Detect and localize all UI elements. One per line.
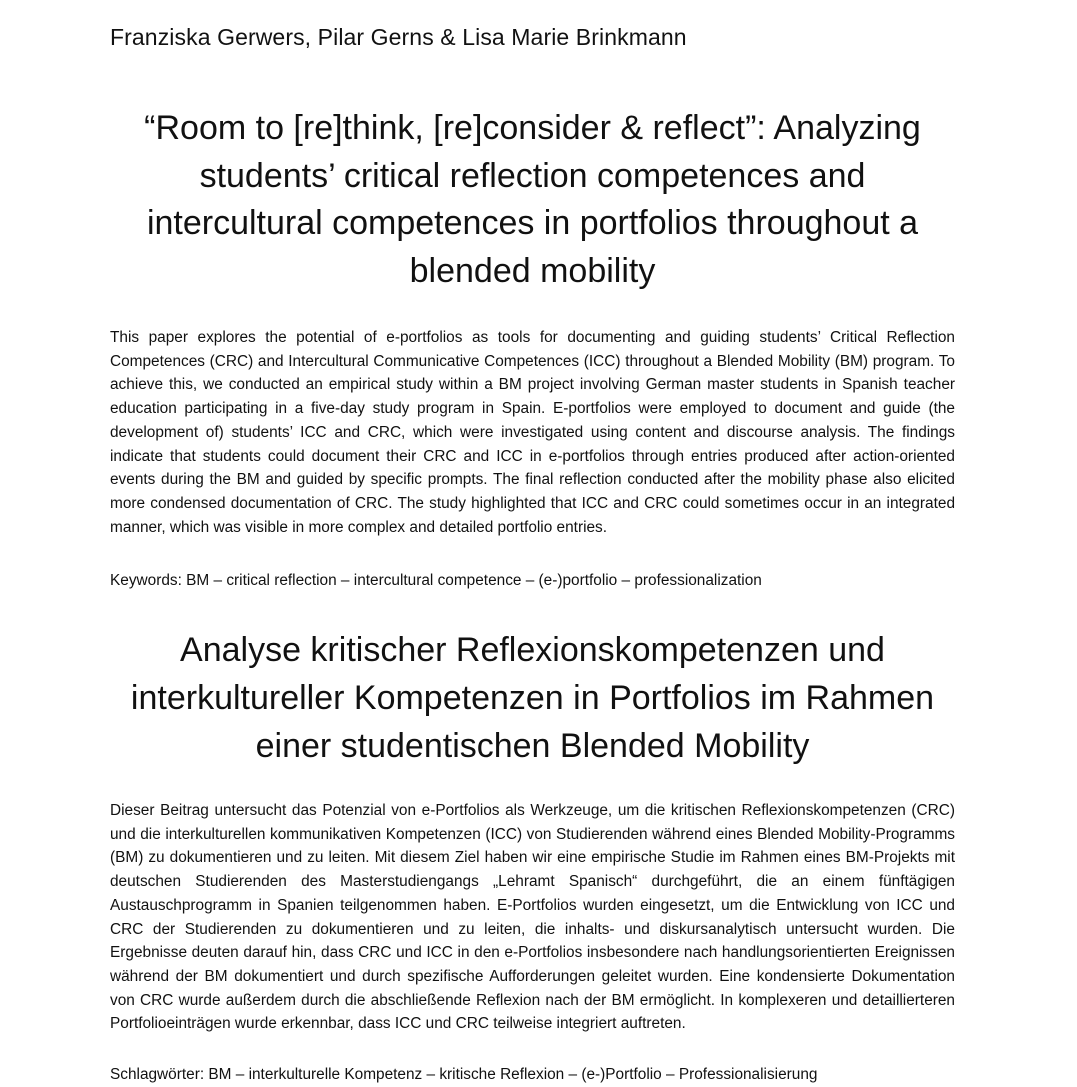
author-line: Franziska Gerwers, Pilar Gerns & Lisa Marie Brinkmann (110, 24, 687, 50)
german-title: Analyse kritischer Reflexionskompetenzen und interkultureller Kompetenzen in Portfolios im Rahmen einer studentischen Blended Mobility (130, 631, 935, 765)
german-abstract: Dieser Beitrag untersucht das Potenzial von e-Portfolios als Werkzeuge, um die kritischen Reflexionskompetenzen (CRC) und die interkulturellen kommunikativen Kompetenzen (ICC) von Studierenden während eines Blended Mobility-Programms (BM) zu dokumentieren und zu leiten. Mit diesem Ziel haben wir eine empirische Studie im Rahmen eines BM-Projekts mit deutschen Studierenden des Masterstudiengangs „Lehramt Spanisch“ durchgeführt, die an einem fünftägigen Austauschprogramm in Spanien teilgenommen haben. E-Portfolios wurden eingesetzt, um die Entwicklung von ICC und CRC der Studierenden zu dokumentieren und zu leiten, die inhalts- und diskursanalytisch untersucht wurden. Die Ergebnisse deuten darauf hin, dass CRC und ICC in den e-Portfolios insbesondere nach handlungsorientierten Ereignissen während der BM dokumentiert und durch spezifische Aufforderungen geleitet wurden. Eine kondensierte Dokumentation von CRC wurde außerdem durch die abschließende Reflexion nach der BM ermöglicht. In komplexeren und detaillierteren Portfolioeinträgen wurde erkennbar, dass ICC und CRC teilweise integriert auftreten. (110, 802, 955, 1033)
english-abstract: This paper explores the potential of e-portfolios as tools for documenting and guiding students’ Critical Reflection Competences (CRC) and Intercultural Communicative Competences (ICC) throughout a Blended Mobility (BM) program. To achieve this, we conducted an empirical study within a BM project involving German master students in Spanish teacher education participating in a five-day study program in Spain. E-portfolios were employed to document and guide (the development of) students’ ICC and CRC, which were investigated using content and discourse analysis. The findings indicate that students could document their CRC and ICC in e-portfolios through entries produced after action-oriented events during the BM and guided by specific prompts. The final reflection conducted after the mobility phase also elicited more condensed documentation of CRC. The study highlighted that ICC and CRC could sometimes occur in an integrated manner, which was visible in more complex and detailed portfolio entries. (110, 329, 955, 536)
german-keywords: Schlagwörter: BM – interkulturelle Kompetenz – kritische Reflexion – (e-)Portfolio – Professionalisierung (110, 1066, 818, 1083)
english-title: “Room to [re]think, [re]consider & reflect”: Analyzing students’ critical reflection competences and intercultural competences in portfolios throughout a blended mobility (144, 109, 921, 290)
english-keywords: Keywords: BM – critical reflection – intercultural competence – (e-)portfolio – professionalization (110, 572, 762, 589)
